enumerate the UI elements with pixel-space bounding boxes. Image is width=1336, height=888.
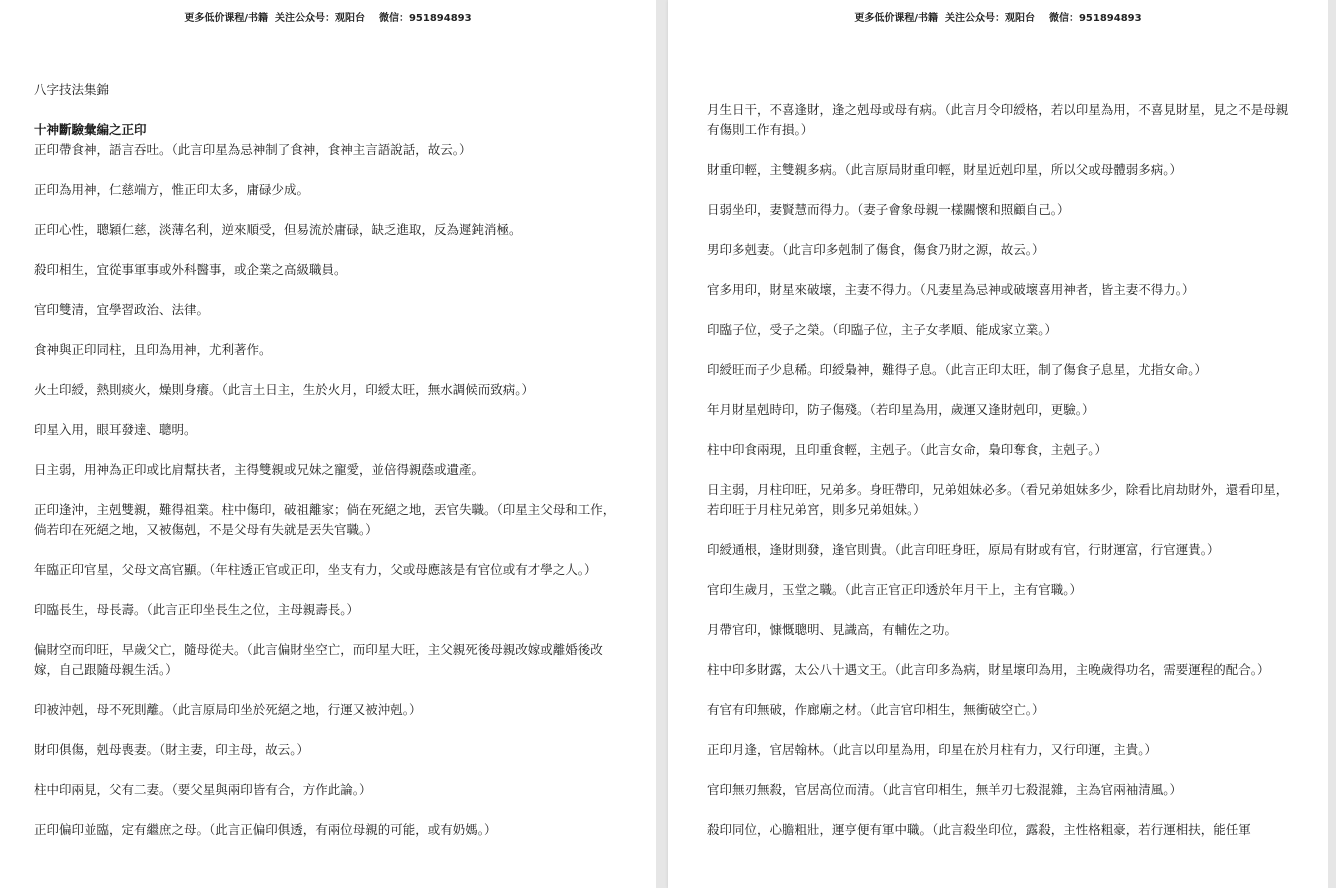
paragraph: 年月財星剋時印，防子傷殘。（若印星為用，歲運又逢財剋印，更驗。） [707, 402, 1095, 417]
paragraph: 偏財空而印旺，早歲父亡，隨母從夫。（此言偏財坐空亡，而印星大旺，主父親死後母親改嫁或離婚後改嫁，自己跟隨母親生活。） [34, 642, 603, 677]
paragraph: 日主弱，用神為正印或比肩幫扶者，主得雙親或兄妹之寵愛，並倍得親蔭或遺產。 [34, 462, 485, 477]
section-title: 十神斷驗彙編之正印 [34, 122, 147, 137]
paragraph: 財印俱傷，剋母喪妻。（財主妻，印主母，故云。） [34, 742, 310, 757]
paragraph: 食神與正印同柱，且印為用神，尤利著作。 [34, 342, 272, 357]
paragraph: 官印雙清，宜學習政治、法律。 [34, 302, 210, 317]
paragraph: 正印為用神，仁慈端方，惟正印太多，庸碌少成。 [34, 182, 310, 197]
paragraph: 正印月逢，官居翰林。（此言以印星為用，印星在於月柱有力，又行印運，主貴。） [707, 742, 1158, 757]
paragraph: 財重印輕，主雙親多病。（此言原局財重印輕，財星近剋印星，所以父或母體弱多病。） [707, 162, 1183, 177]
page-header: 更多低价课程/书籍 关注公众号：观阳台 微信：951894893 [854, 13, 1142, 24]
viewer-edge [1328, 0, 1336, 888]
paragraph: 日弱坐印，妻賢慧而得力。（妻子會象母親一樣關懷和照顧自己。） [707, 202, 1070, 217]
paragraph: 印綬通根，逢財則發，逢官則貴。（此言印旺身旺，原局有財或有官，行財運富，行官運貴。） [707, 542, 1220, 557]
paragraph: 印綬旺而子少息稀。印綬梟神，難得子息。（此言正印太旺，制了傷食子息星，尤指女命。） [707, 362, 1208, 377]
paragraph: 印星入用，眼耳發達、聰明。 [34, 422, 197, 437]
document-page-right [668, 0, 1328, 888]
paragraph: 正印帶食神，語言吞吐。（此言印星為忌神制了食神，食神主言語說話，故云。） [34, 142, 472, 157]
paragraph: 有官有印無破，作廊廟之材。（此言官印相生，無衝破空亡。） [707, 702, 1045, 717]
paragraph: 柱中印多財露，太公八十遇文王。（此言印多為病，財星壞印為用，主晚歲得功名，需要運程的配合。） [707, 662, 1270, 677]
paragraph: 印被沖剋，母不死則離。（此言原局印坐於死絕之地，行運又被沖剋。） [34, 702, 422, 717]
document-title: 八字技法集錦 [34, 82, 110, 97]
paragraph: 官印生歲月，玉堂之職。（此言正官正印透於年月干上，主有官職。） [707, 582, 1083, 597]
paragraph: 柱中印兩見，父有二妻。（要父星與兩印皆有合，方作此論。） [34, 782, 372, 797]
document-page-left [0, 0, 656, 888]
paragraph: 正印心性，聰穎仁慈，淡薄名利，逆來順受，但易流於庸碌，缺乏進取，反為遲鈍消極。 [34, 222, 522, 237]
paragraph: 印臨子位，受子之榮。（印臨子位，主子女孝順、能成家立業。） [707, 322, 1058, 337]
page-body [707, 100, 1292, 860]
paragraph: 月帶官印，慷慨聰明、見識高，有輔佐之功。 [707, 622, 958, 637]
paragraph: 正印逢沖，主剋雙親，難得祖業。柱中傷印，破祖離家；倘在死絕之地，丟官失職。（印星主父母和工作，倘若印在死絕之地，又被傷剋，不是父母有失就是丟失官職。） [34, 502, 616, 537]
paragraph: 殺印相生，宜從事軍事或外科醫事，或企業之高級職員。 [34, 262, 347, 277]
paragraph: 男印多剋妻。（此言印多剋制了傷食，傷食乃財之源，故云。） [707, 242, 1045, 257]
paragraph: 官多用印，財星來破壞，主妻不得力。（凡妻星為忌神或破壞喜用神者，皆主妻不得力。） [707, 282, 1195, 297]
paragraph: 柱中印食兩現，且印重食輕，主剋子。（此言女命，梟印奪食，主剋子。） [707, 442, 1108, 457]
paragraph: 火土印綬，熱則痰火，燥則身癢。（此言土日主，生於火月，印綬太旺，無水調候而致病。） [34, 382, 535, 397]
paragraph: 月生日干，不喜逢財，逢之剋母或母有病。（此言月令印綬格，若以印星為用，不喜見財星，見之不是母親有傷則工作有損。） [707, 102, 1289, 137]
paragraph: 年臨正印官星，父母文高官顯。（年柱透正官或正印，坐支有力，父或母應該是有官位或有才學之人。） [34, 562, 597, 577]
page-body [34, 80, 626, 860]
paragraph: 印臨長生，母長壽。（此言正印坐長生之位，主母親壽長。） [34, 602, 360, 617]
paragraph: 正印偏印並臨，定有繼庶之母。（此言正偏印俱透，有兩位母親的可能，或有奶媽。） [34, 822, 497, 837]
paragraph: 日主弱，月柱印旺，兄弟多。身旺帶印，兄弟姐妹必多。（看兄弟姐妹多少，除看比肩劫財外，還看印星，若印旺于月柱兄弟宮，則多兄弟姐妹。） [707, 482, 1289, 517]
paragraph: 官印無刃無殺，官居高位而清。（此言官印相生，無羊刃七殺混雜，主為官兩袖清風。） [707, 782, 1183, 797]
page-gap [656, 0, 668, 888]
paragraph: 殺印同位，心膽粗壯，運亨便有軍中職。（此言殺坐印位，露殺，主性格粗豪，若行運相扶，能任軍 [707, 822, 1251, 837]
page-header: 更多低价课程/书籍 关注公众号：观阳台 微信：951894893 [184, 13, 472, 24]
